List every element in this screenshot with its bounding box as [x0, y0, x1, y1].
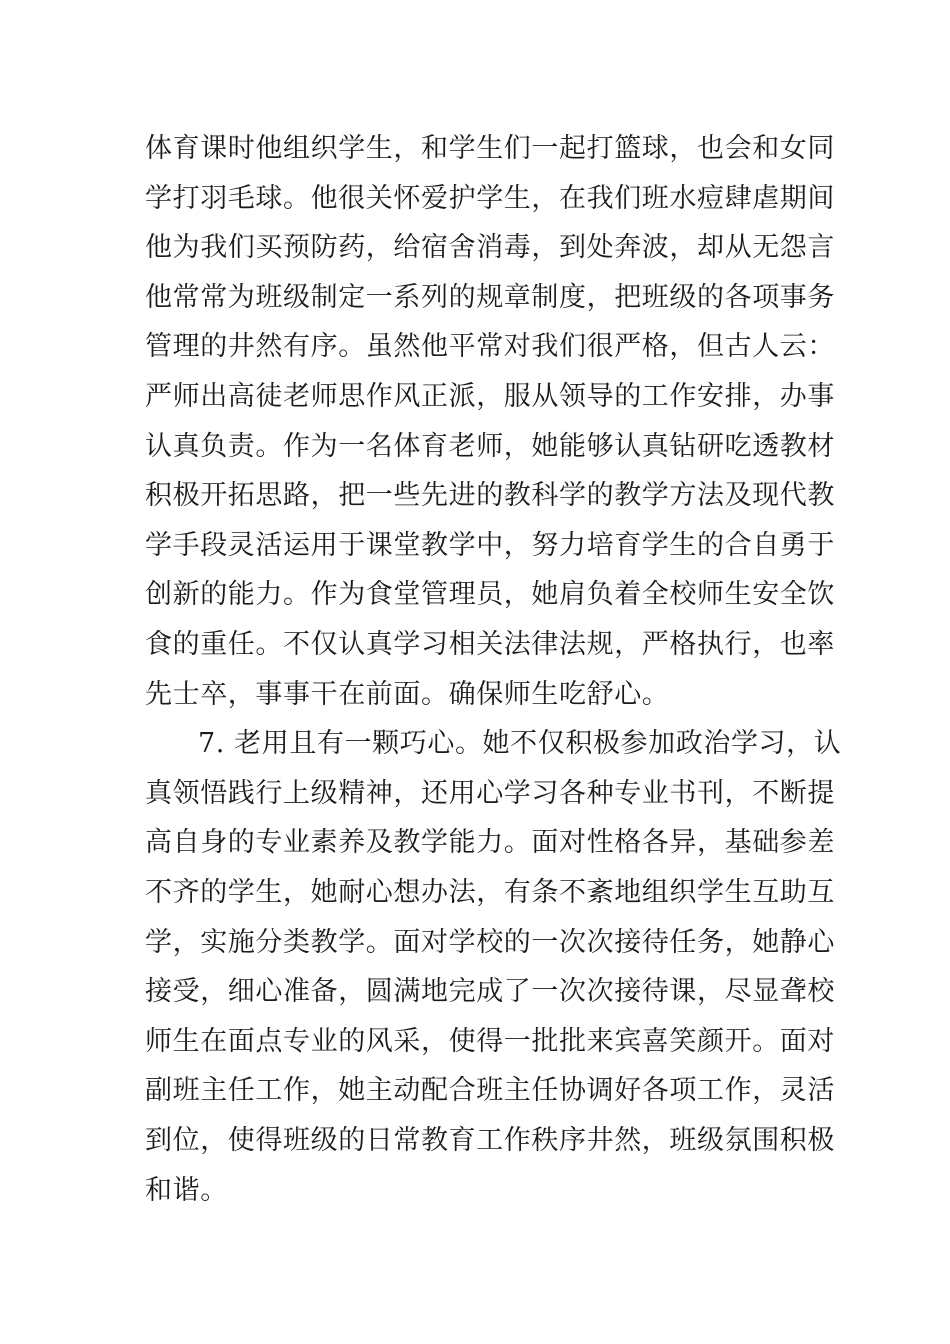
- text-line: 副班主任工作，她主动配合班主任协调好各项工作，灵活: [145, 1075, 835, 1107]
- text-line: 真领悟践行上级精神，还用心学习各种专业书刊，不断提: [145, 777, 835, 809]
- text-line: 严师出高徒老师思作风正派，服从领导的工作安排，办事: [145, 381, 835, 412]
- text-line: 创新的能力。作为食堂管理员，她肩负着全校师生安全饮: [145, 579, 835, 611]
- text-line: 管理的井然有序。虽然他平常对我们很严格，但古人云：: [145, 331, 835, 363]
- text-line: 学，实施分类教学。面对学校的一次次接待任务，她静心: [145, 926, 835, 958]
- text-line: 先士卒，事事干在前面。确保师生吃舒心。: [145, 678, 670, 710]
- text-line: 认真负责。作为一名体育老师，她能够认真钻研吃透教材: [145, 430, 835, 462]
- text-line: 到位，使得班级的日常教育工作秩序井然，班级氛围积极: [145, 1125, 835, 1156]
- text-line: 他为我们买预防药，给宿舍消毒，到处奔波，却从无怨言: [145, 232, 835, 264]
- text-line: 积极开拓思路，把一些先进的教科学的教学方法及现代教: [145, 480, 835, 512]
- text-line: 师生在面点专业的风采，使得一批批来宾喜笑颜开。面对: [145, 1025, 835, 1057]
- text-line: 体育课时他组织学生，和学生们一起打篮球，也会和女同: [145, 133, 835, 164]
- text-line: 学打羽毛球。他很关怀爱护学生，在我们班水痘肆虐期间: [145, 182, 835, 214]
- text-line: 食的重任。不仅认真学习相关法律法规，严格执行，也率: [145, 629, 835, 660]
- text-line: 学手段灵活运用于课堂教学中，努力培育学生的合自勇于: [145, 529, 835, 561]
- text-line: 不齐的学生，她耐心想办法，有条不紊地组织学生互助互: [145, 877, 835, 908]
- text-line: 高自身的专业素养及教学能力。面对性格各异，基础参差: [145, 827, 835, 859]
- paragraph-start-line: 7. 老用且有一颗巧心。她不仅积极参加政治学习，认: [198, 728, 842, 760]
- text-line: 和谐。: [145, 1174, 228, 1206]
- text-line: 他常常为班级制定一系列的规章制度，把班级的各项事务: [145, 281, 835, 313]
- text-line: 接受，细心准备，圆满地完成了一次次接待课，尽显聋校: [145, 976, 835, 1008]
